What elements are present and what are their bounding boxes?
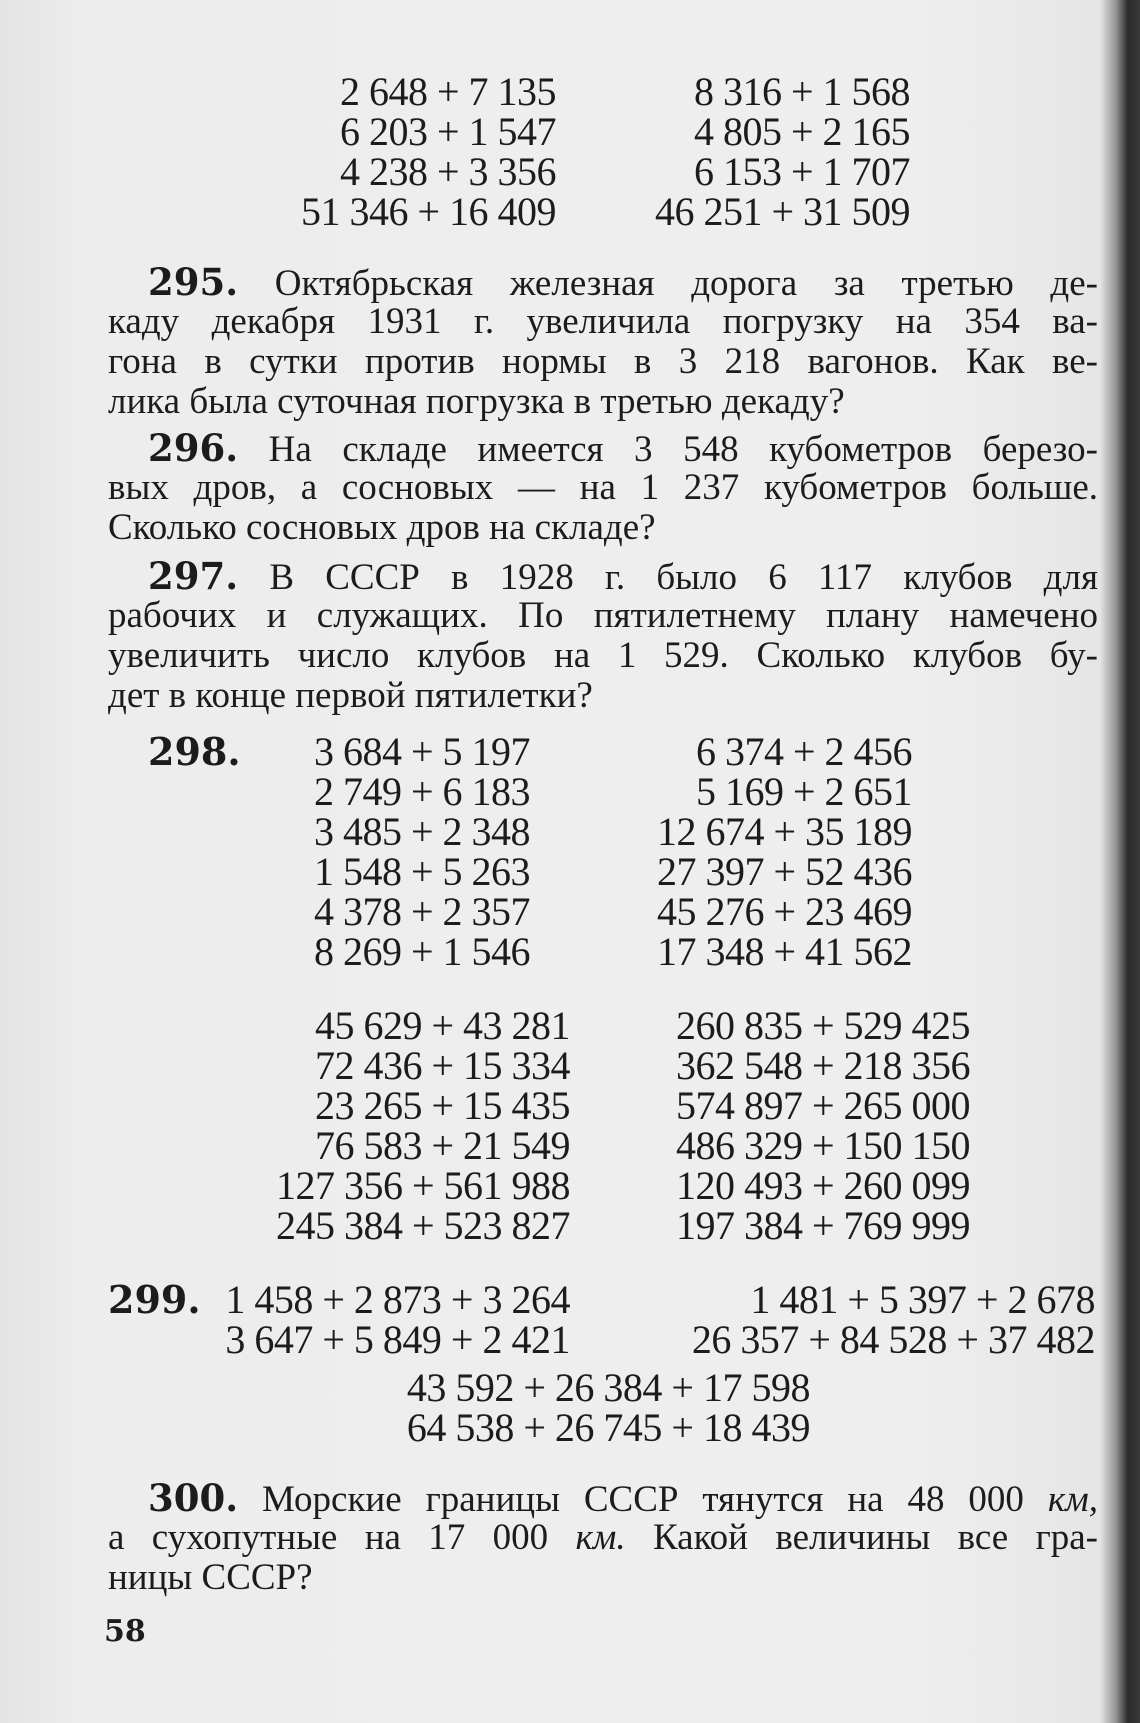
- problem-text-line: ницы СССР?: [108, 1557, 313, 1598]
- sum-row: 72 436 + 15 334: [314, 1043, 570, 1088]
- problem-text-line: вых дров, а сосновых — на 1 237 кубометров больше.: [108, 467, 1098, 508]
- sum-row: 120 493 + 260 099: [675, 1163, 970, 1208]
- sum-row: 43 592 + 26 384 + 17 598: [406, 1365, 810, 1410]
- sum-row: 23 265 + 15 435: [314, 1083, 570, 1128]
- sum-row: 2 648 + 7 135: [339, 69, 556, 114]
- sum-row: 486 329 + 150 150: [675, 1123, 970, 1168]
- sum-row: 2 749 + 6 183: [313, 769, 530, 814]
- sum-row: 64 538 + 26 745 + 18 439: [406, 1405, 810, 1450]
- sum-row: 3 485 + 2 348: [313, 809, 530, 854]
- sum-row: 51 346 + 16 409: [300, 189, 556, 234]
- sum-row: 12 674 + 35 189: [656, 809, 912, 854]
- sum-row: 6 374 + 2 456: [695, 729, 912, 774]
- sum-row: 8 316 + 1 568: [693, 69, 910, 114]
- sum-row: 27 397 + 52 436: [656, 849, 912, 894]
- sum-row: 4 805 + 2 165: [693, 109, 910, 154]
- problem-300: [108, 1478, 1098, 1598]
- problem-number: 299.: [108, 1277, 201, 1322]
- problem-text-line: каду декабря 1931 г. увеличила погрузку на 354 ва-: [108, 301, 1098, 342]
- sum-row: 3 684 + 5 197: [313, 729, 530, 774]
- problem-number: 300.: [148, 1476, 239, 1520]
- problem-number: 296.: [148, 426, 239, 470]
- sum-row: 5 169 + 2 651: [695, 769, 912, 814]
- problem-text-line: Октябрьская железная дорога за третью де-: [274, 263, 1098, 304]
- unit-text: км,: [1047, 1479, 1099, 1520]
- problem-text-line: увеличить число клубов на 1 529. Сколько клубов бу-: [108, 635, 1098, 676]
- sum-row: 1 458 + 2 873 + 3 264: [225, 1277, 570, 1322]
- sum-row: 6 203 + 1 547: [339, 109, 556, 154]
- sum-row: 8 269 + 1 546: [313, 929, 530, 974]
- problem-text: Какой величины все гра-: [625, 1517, 1098, 1558]
- sum-row: 6 153 + 1 707: [693, 149, 910, 194]
- problem-295: [108, 262, 1098, 422]
- sum-row: 3 647 + 5 849 + 2 421: [225, 1317, 570, 1362]
- problem-text-line: Сколько сосновых дров на складе?: [108, 507, 656, 548]
- sum-row: 26 357 + 84 528 + 37 482: [691, 1317, 1095, 1362]
- problem-text-line: В СССР в 1928 г. было 6 117 клубов для: [269, 557, 1098, 598]
- sum-row: 76 583 + 21 549: [314, 1123, 570, 1168]
- sum-row: 574 897 + 265 000: [675, 1083, 970, 1128]
- sum-row: 1 481 + 5 397 + 2 678: [750, 1277, 1095, 1322]
- problem-297: [108, 556, 1098, 716]
- problem-text-line: На складе имеется 3 548 кубометров березо-: [268, 429, 1098, 470]
- sum-row: 4 238 + 3 356: [339, 149, 556, 194]
- problem-text-line: рабочих и служащих. По пятилетнему плану намечено: [108, 595, 1098, 636]
- problem-296: [108, 428, 1098, 548]
- unit-text: км.: [575, 1517, 626, 1558]
- sum-row: 260 835 + 529 425: [675, 1003, 970, 1048]
- sum-row: 127 356 + 561 988: [275, 1163, 570, 1208]
- page-number: 58: [104, 1614, 146, 1649]
- sum-row: 362 548 + 218 356: [675, 1043, 970, 1088]
- problem-text: а сухопутные на 17 000: [108, 1517, 576, 1558]
- sum-row: 4 378 + 2 357: [313, 889, 530, 934]
- sum-row: 1 548 + 5 263: [313, 849, 530, 894]
- problem-text-line: гона в сутки против нормы в 3 218 вагонов. Как ве-: [108, 341, 1098, 382]
- problem-number: 298.: [148, 729, 241, 774]
- problem-text-line: дет в конце первой пятилетки?: [108, 675, 593, 716]
- problem-text: Морские границы СССР тянутся на 48 000: [262, 1479, 1048, 1520]
- problem-text-line: лика была суточная погрузка в третью декаду?: [108, 381, 845, 422]
- page-edge-shadow: [1100, 0, 1140, 1723]
- sum-row: 46 251 + 31 509: [654, 189, 910, 234]
- sum-row: 17 348 + 41 562: [656, 929, 912, 974]
- sum-row: 45 629 + 43 281: [314, 1003, 570, 1048]
- problem-number: 297.: [148, 554, 239, 598]
- sum-row: 197 384 + 769 999: [675, 1203, 970, 1248]
- problem-number: 295.: [148, 260, 239, 304]
- sum-row: 45 276 + 23 469: [656, 889, 912, 934]
- sum-row: 245 384 + 523 827: [275, 1203, 570, 1248]
